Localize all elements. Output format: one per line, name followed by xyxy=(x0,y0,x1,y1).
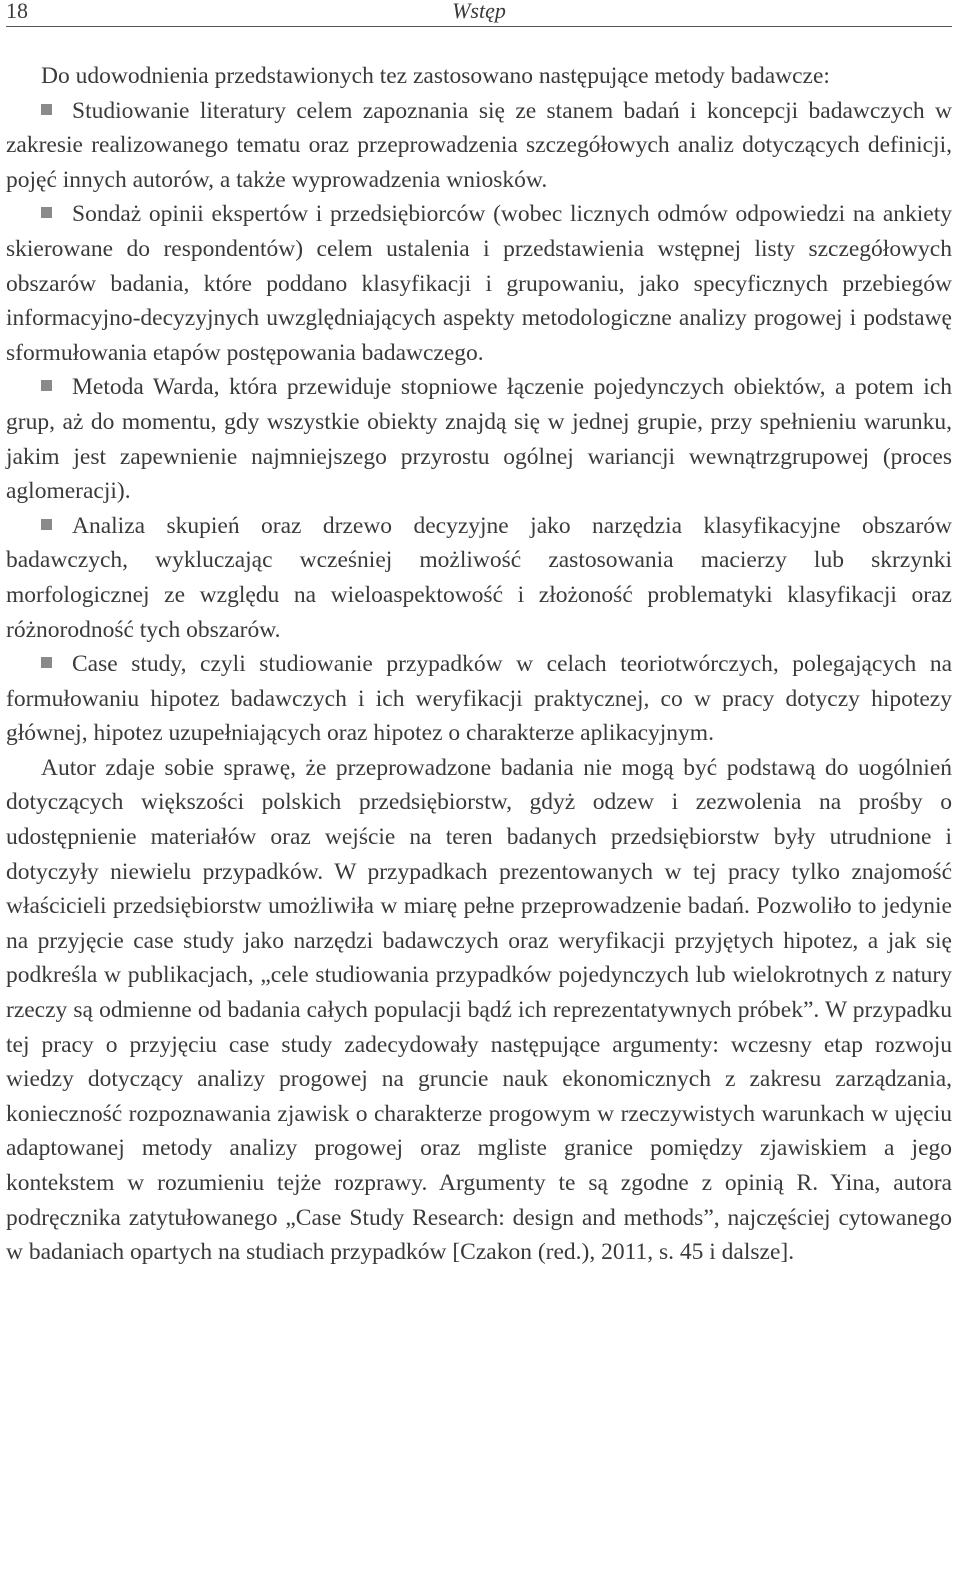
method-item-text: Analiza skupień oraz drzewo decyzyjne jako narzędzia klasyfikacyjne obszarów badawczych, wykluczając wcześniej możliwość zastosowania macierzy lub skrzynki morfologicznej ze względu na wieloaspektowość i złożoność problematyki klasyfikacji oraz różnorodność tych obszarów. xyxy=(6,512,952,643)
page-header xyxy=(6,0,952,27)
method-item-text: Case study, czyli studiowanie przypadków w celach teoriotwórczych, polegających na formułowaniu hipotez badawczych i ich weryfikacji praktycznej, co w pracy dotyczy hipotezy głównej, hipotez uzupełniających oraz hipotez o charakterze aplikacyjnym. xyxy=(6,651,952,747)
page-number: 18 xyxy=(6,0,28,23)
method-item-literature xyxy=(6,94,952,198)
square-bullet-icon xyxy=(41,519,52,530)
running-head: Wstęp xyxy=(452,0,506,23)
closing-paragraph: Autor zdaje sobie sprawę, że przeprowadzone badania nie mogą być podstawą do uogólnień dotyczących większości polskich przedsiębiorstw, gdyż odzew i zezwolenia na prośby o udostępnienie materiałów oraz wejście na teren badanych przedsiębiorstw były utrudnione i dotyczyły niewielu przypadków. W przypadkach prezentowanych w tej pracy tylko znajomość właścicieli przedsiębiorstw umożliwiła w miarę pełne przeprowadzenie badań. Pozwoliło to jedynie na przyjęcie case study jako narzędzi badawczych oraz weryfikacji przyjętych hipotez, a jak się podkreśla w publikacjach, „cele studiowania przypadków pojedynczych lub wielokrotnych z natury rzeczy są odmienne od badania całych populacji bądź ich reprezentatywnych próbek”. W przypadku tej pracy o przyjęciu case study zadecydowały następujące argumenty: wczesny etap rozwoju wiedzy dotyczący analizy progowej na gruncie nauk ekonomicznych z zakresu zarządzania, konieczność rozpoznawania zjawisk o charakterze progowym w rzeczywistych warunkach w ujęciu adaptowanej metody analizy progowej oraz mgliste granice pomiędzy zjawiskiem a jego kontekstem w rozumieniu tejże rozprawy. Argumenty te są zgodne z opinią R. Yina, autora podręcznika zatytułowanego „Case Study Research: design and methods”, najczęściej cytowanego w badaniach opartych na studiach przypadków [Czakon (red.), 2011, s. 45 i dalsze]. xyxy=(6,754,952,1266)
square-bullet-icon xyxy=(41,104,52,115)
square-bullet-icon xyxy=(41,657,52,668)
method-item-cluster-analysis xyxy=(6,509,952,647)
method-item-text: Sondaż opinii ekspertów i przedsiębiorców (wobec licznych odmów odpowiedzi na ankiety skierowane do respondentów) celem ustalenia i przedstawienia wstępnej listy szczegółowych obszarów badania, które poddano klasyfikacji i grupowaniu, jako specyficznych przebiegów informacyjno-decyzyjnych uwzględniających aspekty metodologiczne analizy progowej i podstawę sformułowania etapów postępowania badawczego. xyxy=(6,201,952,366)
square-bullet-icon xyxy=(41,207,52,218)
intro-paragraph: Do udowodnienia przedstawionych tez zastosowano następujące metody badawcze: xyxy=(41,63,830,89)
body-text xyxy=(6,59,952,1270)
method-item-text: Studiowanie literatury celem zapoznania się ze stanem badań i koncepcji badawczych w zakresie realizowanego tematu oraz przeprowadzenia szczegółowych analiz dotyczących definicji, pojęć innych autorów, a także wyprowadzenia wniosków. xyxy=(6,97,952,193)
document-page xyxy=(6,0,952,1270)
square-bullet-icon xyxy=(41,380,52,391)
method-item-survey xyxy=(6,197,952,370)
method-item-case-study xyxy=(6,647,952,751)
method-item-text: Metoda Warda, która przewiduje stopniowe łączenie pojedynczych obiektów, a potem ich grup, aż do momentu, gdy wszystkie obiekty znajdą się w jednej grupie, przy spełnieniu warunku, jakim jest zapewnienie najmniejszego przyrostu ogólnej wariancji wewnątrzgrupowej (proces aglomeracji). xyxy=(6,374,952,505)
method-item-ward xyxy=(6,370,952,508)
